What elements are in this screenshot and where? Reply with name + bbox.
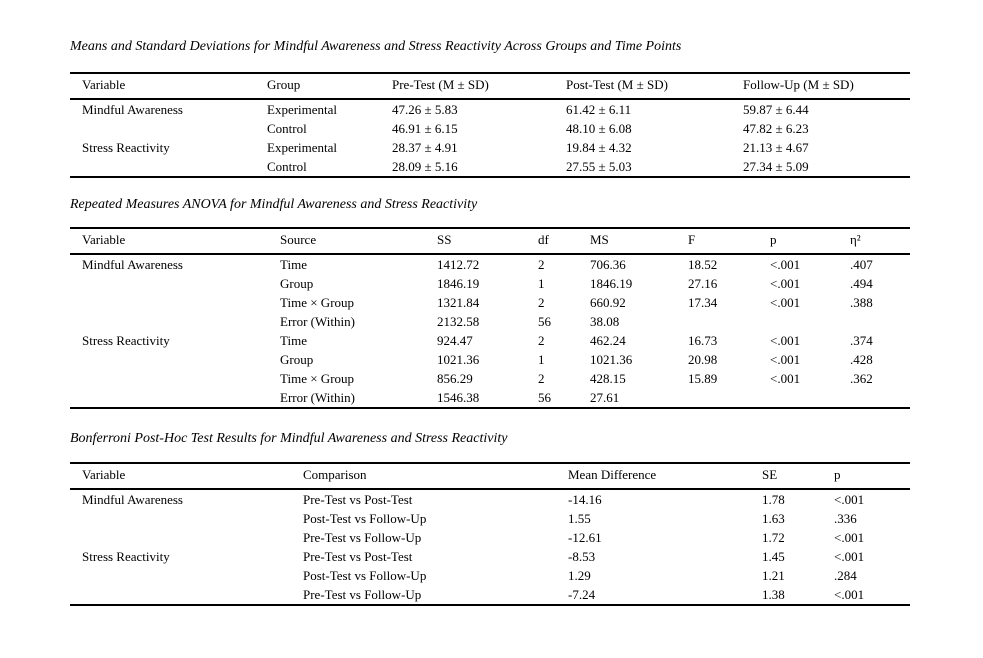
table-cell: <.001 bbox=[770, 275, 801, 291]
table-row bbox=[70, 585, 910, 605]
table-cell: 1.45 bbox=[762, 548, 785, 564]
table-cell: Control bbox=[267, 158, 307, 174]
table-row bbox=[70, 566, 910, 585]
table-cell: 16.73 bbox=[688, 332, 718, 348]
table-cell: Stress Reactivity bbox=[82, 139, 170, 155]
table-cell: 47.82 ± 6.23 bbox=[743, 120, 809, 136]
column-header: Variable bbox=[70, 73, 255, 99]
table-cell: Error (Within) bbox=[280, 313, 355, 329]
table-cell: 2132.58 bbox=[437, 313, 480, 329]
table-cell: 1321.84 bbox=[437, 294, 480, 310]
table-row bbox=[70, 369, 910, 388]
table-row bbox=[70, 547, 910, 566]
table-cell: 38.08 bbox=[590, 313, 620, 329]
table-cell: -8.53 bbox=[568, 548, 596, 564]
table-cell: 1412.72 bbox=[437, 256, 480, 272]
table-cell: <.001 bbox=[770, 370, 801, 386]
table-cell: 660.92 bbox=[590, 294, 626, 310]
table-cell bbox=[70, 566, 291, 585]
table-cell: 15.89 bbox=[688, 370, 718, 386]
table-cell: Post-Test vs Follow-Up bbox=[303, 567, 427, 583]
table-cell bbox=[70, 274, 268, 293]
means-sd-table bbox=[70, 72, 910, 178]
table-cell: 1.72 bbox=[762, 529, 785, 545]
table-cell: <.001 bbox=[834, 586, 865, 602]
table-cell: .494 bbox=[850, 275, 873, 291]
table-row bbox=[70, 350, 910, 369]
table-cell: 1021.36 bbox=[437, 351, 480, 367]
column-header: MS bbox=[578, 228, 676, 254]
table-cell: 1846.19 bbox=[590, 275, 633, 291]
column-header: p bbox=[822, 463, 910, 489]
column-header: η² bbox=[838, 228, 910, 254]
table-row bbox=[70, 509, 910, 528]
table-row bbox=[70, 99, 910, 119]
table-cell: Pre-Test vs Post-Test bbox=[303, 548, 413, 564]
table-cell bbox=[70, 585, 291, 605]
table-cell: 2 bbox=[538, 370, 545, 386]
table-row bbox=[70, 138, 910, 157]
column-header: Pre-Test (M ± SD) bbox=[380, 73, 554, 99]
table-cell: 28.09 ± 5.16 bbox=[392, 158, 458, 174]
column-header: SE bbox=[750, 463, 822, 489]
table-cell: Stress Reactivity bbox=[82, 548, 170, 564]
table-cell: .407 bbox=[850, 256, 873, 272]
table-row bbox=[70, 312, 910, 331]
column-header: Source bbox=[268, 228, 425, 254]
table-cell bbox=[70, 509, 291, 528]
table-cell: 61.42 ± 6.11 bbox=[566, 101, 632, 117]
table-cell: Pre-Test vs Follow-Up bbox=[303, 586, 422, 602]
table-cell bbox=[838, 388, 910, 408]
table-cell: 1.78 bbox=[762, 491, 785, 507]
table-cell: 1.21 bbox=[762, 567, 785, 583]
table-cell: 47.26 ± 5.83 bbox=[392, 101, 458, 117]
column-header: Follow-Up (M ± SD) bbox=[731, 73, 910, 99]
table-cell: <.001 bbox=[770, 351, 801, 367]
table-cell: 17.34 bbox=[688, 294, 718, 310]
table-cell: .362 bbox=[850, 370, 873, 386]
table-row bbox=[70, 388, 910, 408]
table-cell: Time × Group bbox=[280, 294, 355, 310]
table-cell: -14.16 bbox=[568, 491, 602, 507]
table-row bbox=[70, 528, 910, 547]
column-header: Mean Difference bbox=[556, 463, 750, 489]
table-cell: Error (Within) bbox=[280, 389, 355, 405]
table-cell bbox=[70, 350, 268, 369]
table-cell: Time × Group bbox=[280, 370, 355, 386]
table-cell: Time bbox=[280, 256, 307, 272]
table-cell bbox=[70, 293, 268, 312]
table-cell: 1.55 bbox=[568, 510, 591, 526]
table-cell: .388 bbox=[850, 294, 873, 310]
table-cell: 18.52 bbox=[688, 256, 718, 272]
table-cell bbox=[70, 157, 255, 177]
column-header: p bbox=[758, 228, 838, 254]
table-cell: 2 bbox=[538, 332, 545, 348]
table-cell: Mindful Awareness bbox=[82, 101, 183, 117]
table-cell: 1 bbox=[538, 275, 545, 291]
means-sd-section bbox=[0, 38, 983, 178]
table-cell: 1.38 bbox=[762, 586, 785, 602]
table-cell: <.001 bbox=[770, 332, 801, 348]
table-cell: <.001 bbox=[834, 491, 865, 507]
table-cell: 19.84 ± 4.32 bbox=[566, 139, 632, 155]
table-row bbox=[70, 331, 910, 350]
table-cell: Group bbox=[280, 275, 314, 291]
means-sd-table-title: Means and Standard Deviations for Mindful Awareness and Stress Reactivity Across Groups and Time Points bbox=[70, 39, 682, 54]
table-cell: Time bbox=[280, 332, 307, 348]
column-header: Comparison bbox=[291, 463, 556, 489]
posthoc-section bbox=[0, 430, 983, 606]
table-cell: 21.13 ± 4.67 bbox=[743, 139, 809, 155]
table-cell: 1.29 bbox=[568, 567, 591, 583]
table-cell: .374 bbox=[850, 332, 873, 348]
table-cell: 48.10 ± 6.08 bbox=[566, 120, 632, 136]
posthoc-table-title: Bonferroni Post-Hoc Test Results for Mindful Awareness and Stress Reactivity bbox=[70, 431, 508, 446]
table-cell: 462.24 bbox=[590, 332, 626, 348]
table-row bbox=[70, 157, 910, 177]
table-cell: 924.47 bbox=[437, 332, 473, 348]
table-cell: Mindful Awareness bbox=[82, 256, 183, 272]
table-cell: 27.16 bbox=[688, 275, 718, 291]
table-cell: Mindful Awareness bbox=[82, 491, 183, 507]
table-cell bbox=[70, 369, 268, 388]
table-cell: 27.34 ± 5.09 bbox=[743, 158, 809, 174]
table-cell bbox=[70, 312, 268, 331]
table-cell bbox=[70, 119, 255, 138]
table-cell: <.001 bbox=[834, 529, 865, 545]
table-cell bbox=[70, 388, 268, 408]
header-row bbox=[70, 463, 910, 489]
table-cell: <.001 bbox=[770, 256, 801, 272]
table-cell: -12.61 bbox=[568, 529, 602, 545]
table-cell bbox=[676, 388, 758, 408]
table-cell: <.001 bbox=[834, 548, 865, 564]
table-cell: .284 bbox=[834, 567, 857, 583]
column-header: Variable bbox=[70, 228, 268, 254]
table-cell: 56 bbox=[538, 313, 551, 329]
table-cell: 2 bbox=[538, 256, 545, 272]
table-cell: .428 bbox=[850, 351, 873, 367]
column-header: Post-Test (M ± SD) bbox=[554, 73, 731, 99]
table-cell: 1846.19 bbox=[437, 275, 480, 291]
table-cell: 1021.36 bbox=[590, 351, 633, 367]
table-cell: 46.91 ± 6.15 bbox=[392, 120, 458, 136]
table-cell: 27.61 bbox=[590, 389, 620, 405]
table-cell: Pre-Test vs Post-Test bbox=[303, 491, 413, 507]
column-header: Variable bbox=[70, 463, 291, 489]
table-row bbox=[70, 274, 910, 293]
table-cell: .336 bbox=[834, 510, 857, 526]
table-cell: Stress Reactivity bbox=[82, 332, 170, 348]
table-row bbox=[70, 293, 910, 312]
anova-table bbox=[70, 227, 910, 409]
table-cell: 59.87 ± 6.44 bbox=[743, 101, 809, 117]
table-row bbox=[70, 489, 910, 509]
column-header: F bbox=[676, 228, 758, 254]
table-cell: 20.98 bbox=[688, 351, 718, 367]
table-cell: -7.24 bbox=[568, 586, 596, 602]
anova-table-title: Repeated Measures ANOVA for Mindful Awareness and Stress Reactivity bbox=[70, 197, 478, 212]
table-cell bbox=[758, 388, 838, 408]
table-cell: Post-Test vs Follow-Up bbox=[303, 510, 427, 526]
table-row bbox=[70, 119, 910, 138]
table-cell: 27.55 ± 5.03 bbox=[566, 158, 632, 174]
table-cell: 706.36 bbox=[590, 256, 626, 272]
posthoc-table bbox=[70, 462, 910, 606]
column-header: df bbox=[526, 228, 578, 254]
table-cell: 1546.38 bbox=[437, 389, 480, 405]
table-cell: 1 bbox=[538, 351, 545, 367]
column-header: Group bbox=[255, 73, 380, 99]
table-cell bbox=[70, 528, 291, 547]
table-cell: 2 bbox=[538, 294, 545, 310]
table-cell: Pre-Test vs Follow-Up bbox=[303, 529, 422, 545]
table-cell: <.001 bbox=[770, 294, 801, 310]
table-cell: 28.37 ± 4.91 bbox=[392, 139, 458, 155]
table-row bbox=[70, 254, 910, 274]
table-cell bbox=[838, 312, 910, 331]
table-cell: Control bbox=[267, 120, 307, 136]
table-cell: 56 bbox=[538, 389, 551, 405]
header-row bbox=[70, 228, 910, 254]
table-cell bbox=[758, 312, 838, 331]
table-cell: 856.29 bbox=[437, 370, 473, 386]
table-cell: 1.63 bbox=[762, 510, 785, 526]
table-cell: Group bbox=[280, 351, 314, 367]
column-header: SS bbox=[425, 228, 526, 254]
table-cell: 428.15 bbox=[590, 370, 626, 386]
anova-section bbox=[0, 196, 983, 409]
table-cell: Experimental bbox=[267, 139, 338, 155]
header-row bbox=[70, 73, 910, 99]
table-cell: Experimental bbox=[267, 101, 338, 117]
table-cell bbox=[676, 312, 758, 331]
